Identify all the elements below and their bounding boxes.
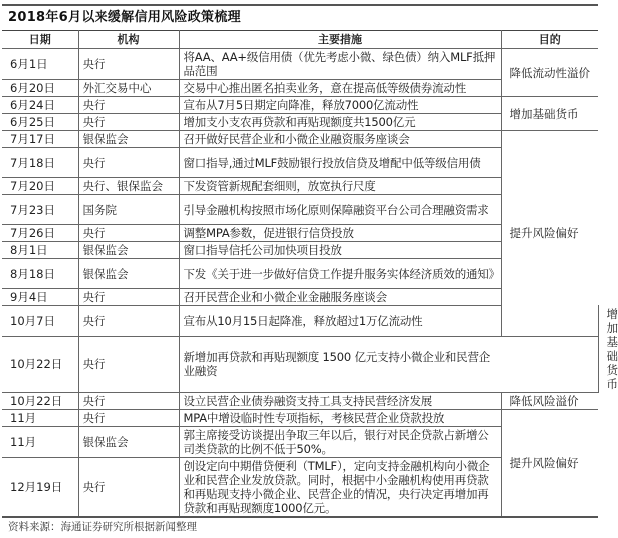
date-cell: 7月23日 xyxy=(2,195,78,225)
agency-cell: 央行 xyxy=(78,458,179,518)
table-row xyxy=(2,131,598,148)
purpose-cell: 降低风险溢价 xyxy=(501,393,598,410)
table-row xyxy=(2,410,598,427)
table-row xyxy=(2,49,598,80)
agency-cell: 银保监会 xyxy=(78,427,179,458)
agency-cell: 央行 xyxy=(78,225,179,242)
header-agency: 机构 xyxy=(78,31,179,49)
table-row: 10月7日 央行 宣布从10月15日起降准，释放超过1万亿流动性 增加基础货币 xyxy=(2,306,598,337)
date-cell: 7月17日 xyxy=(2,131,78,148)
measure-cell: 郭主席接受访谈提出争取三年以后，银行对民企贷款占新增公司类贷款的比例不低于50%。 xyxy=(179,427,501,458)
measure-cell: 交易中心推出匿名拍卖业务，意在提高低等级债券流动性 xyxy=(179,80,501,97)
measure-cell: 窗口指导,通过MLF鼓励银行投放信贷及增配中低等级信用债 xyxy=(179,148,501,178)
agency-cell: 银保监会 xyxy=(78,242,179,259)
date-cell: 7月18日 xyxy=(2,148,78,178)
agency-cell: 央行 xyxy=(78,97,179,114)
measure-cell: MPA中增设临时性专项指标，考核民营企业贷款投放 xyxy=(179,410,501,427)
date-cell: 6月24日 xyxy=(2,97,78,114)
measure-cell: 设立民营企业债券融资支持工具支持民营经济发展 xyxy=(179,393,501,410)
date-cell: 7月26日 xyxy=(2,225,78,242)
agency-cell: 外汇交易中心 xyxy=(78,80,179,97)
table-title: 2018年6月以来缓解信用风险政策梳理 xyxy=(8,10,241,25)
agency-cell: 央行 xyxy=(78,49,179,80)
measure-cell: 宣布从7月5日期定向降准，释放7000亿流动性 xyxy=(179,97,501,114)
date-cell: 10月22日 xyxy=(2,336,78,392)
date-cell: 12月19日 xyxy=(2,458,78,518)
measure-cell: 召开做好民营企业和小微企业融资服务座谈会 xyxy=(179,131,501,148)
agency-cell: 央行 xyxy=(78,336,179,392)
measure-cell: 调整MPA参数，促进银行信贷投放 xyxy=(179,225,501,242)
agency-cell: 央行 xyxy=(78,393,179,410)
date-cell: 10月22日 xyxy=(2,393,78,410)
agency-cell: 国务院 xyxy=(78,195,179,225)
agency-cell: 央行 xyxy=(78,148,179,178)
agency-cell: 银保监会 xyxy=(78,131,179,148)
measure-cell: 新增加再贷款和再贴现额度 1500 亿元支持小微企业和民营企业融资 xyxy=(179,336,501,392)
table-row xyxy=(2,97,598,114)
date-cell: 6月20日 xyxy=(2,80,78,97)
date-cell: 6月1日 xyxy=(2,49,78,80)
date-cell: 11月 xyxy=(2,427,78,458)
policy-table xyxy=(2,30,618,518)
header-row xyxy=(2,31,598,49)
purpose-cell: 增加基础货币 xyxy=(501,97,598,131)
measure-cell: 下发资管新规配套细则，放宽执行尺度 xyxy=(179,178,501,195)
agency-cell: 央行 xyxy=(78,410,179,427)
date-cell: 6月25日 xyxy=(2,114,78,131)
measure-cell: 下发《关于进一步做好信贷工作提升服务实体经济质效的通知》 xyxy=(179,259,501,289)
header-measure: 主要措施 xyxy=(179,31,501,49)
purpose-cell: 提升风险偏好 xyxy=(501,131,598,337)
agency-cell: 央行 xyxy=(78,289,179,306)
table-row xyxy=(2,393,598,410)
agency-cell: 央行 xyxy=(78,114,179,131)
header-purpose: 目的 xyxy=(501,31,598,49)
source-note: 资料来源：海通证券研究所根据新闻整理 xyxy=(8,521,197,533)
measure-cell: 增加支小支农再贷款和再贴现额度共1500亿元 xyxy=(179,114,501,131)
measure-cell: 引导金融机构按照市场化原则保障融资平台公司合理融资需求 xyxy=(179,195,501,225)
date-cell: 8月1日 xyxy=(2,242,78,259)
header-date: 日期 xyxy=(2,31,78,49)
measure-cell: 将AA、AA+级信用债（优先考虑小微、绿色债）纳入MLF抵押品范围 xyxy=(179,49,501,80)
date-cell: 8月18日 xyxy=(2,259,78,289)
date-cell: 7月20日 xyxy=(2,178,78,195)
date-cell: 10月7日 xyxy=(2,306,78,337)
measure-cell: 召开民营企业和小微企业金融服务座谈会 xyxy=(179,289,501,306)
purpose-cell: 提升风险偏好 xyxy=(501,410,598,518)
agency-cell: 央行 xyxy=(78,306,179,337)
measure-cell: 宣布从10月15日起降准，释放超过1万亿流动性 xyxy=(179,306,501,337)
agency-cell: 央行、银保监会 xyxy=(78,178,179,195)
measure-cell: 窗口指导信托公司加快项目投放 xyxy=(179,242,501,259)
date-cell: 11月 xyxy=(2,410,78,427)
top-rule xyxy=(2,4,598,6)
table-row xyxy=(2,336,598,392)
agency-cell: 银保监会 xyxy=(78,259,179,289)
purpose-cell: 降低流动性溢价 xyxy=(501,49,598,97)
date-cell: 9月4日 xyxy=(2,289,78,306)
measure-cell: 创设定向中期借贷便利（TMLF），定向支持金融机构向小微企业和民营企业发放贷款。同时，根据中小金融机构使用再贷款和再贴现支持小微企业、民营企业的情况，央行决定再增加再贷款和再贴现额度1000亿元。 xyxy=(179,458,501,518)
